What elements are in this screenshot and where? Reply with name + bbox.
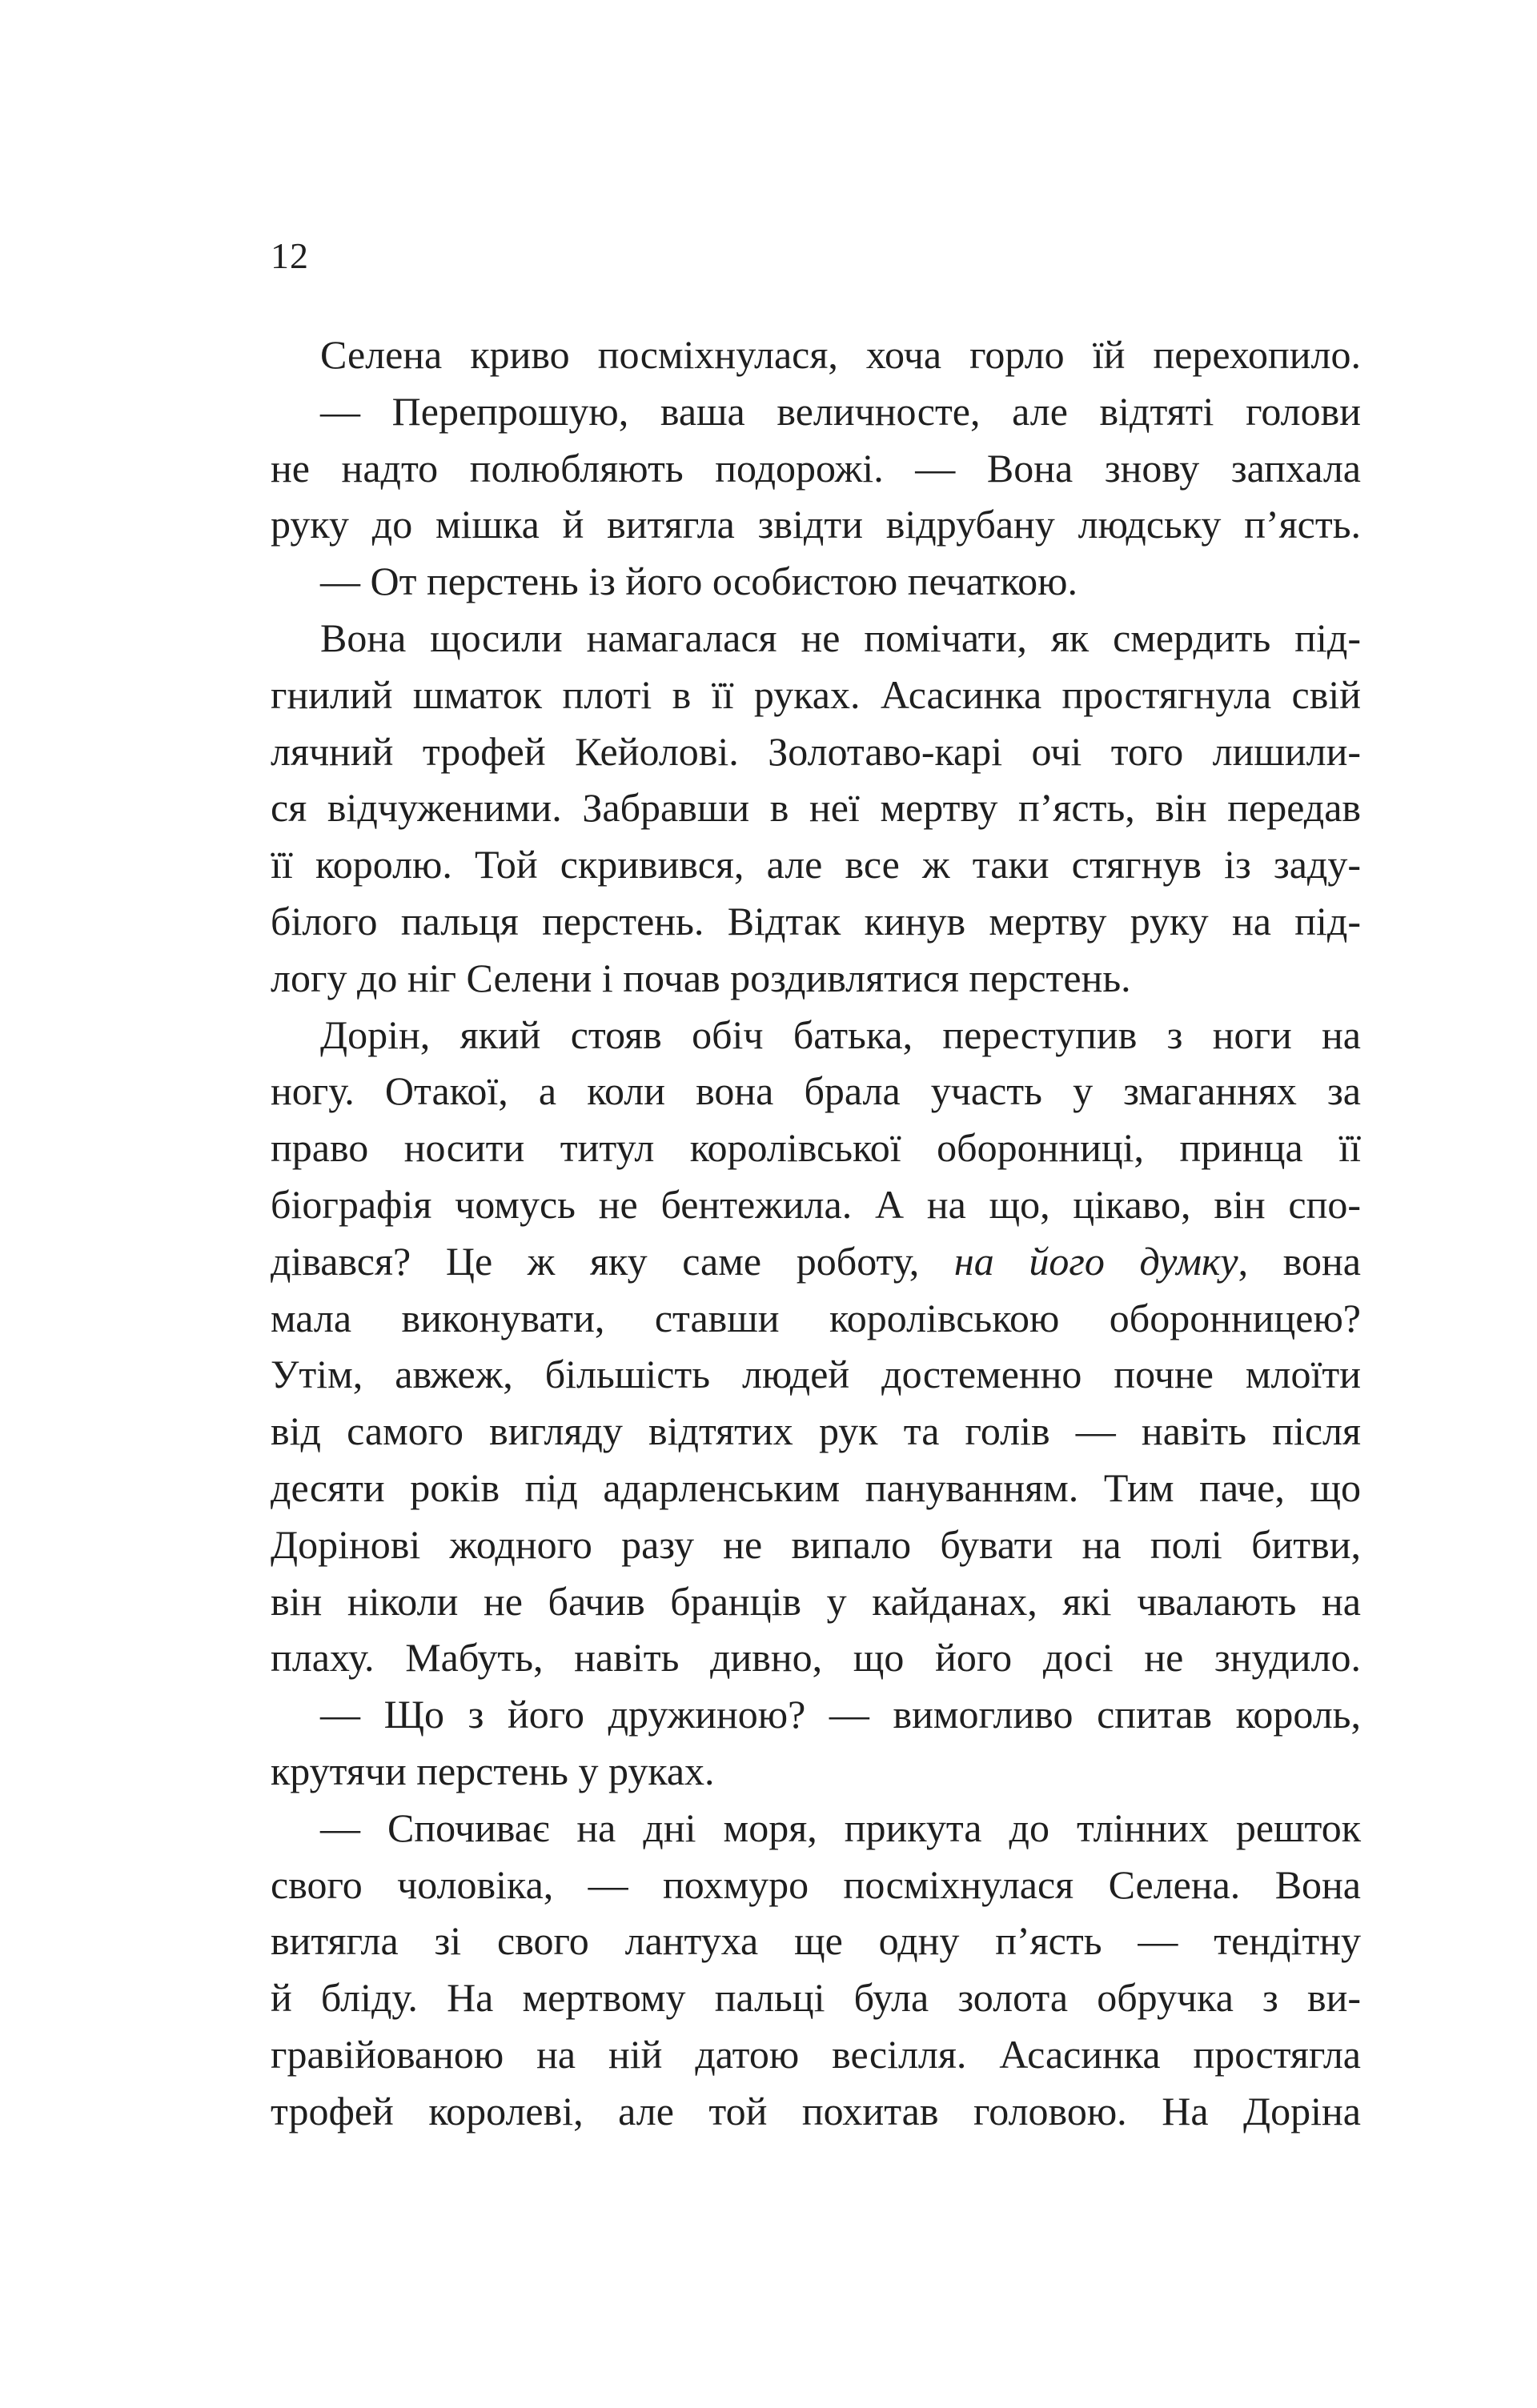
text-line	[271, 1120, 1361, 1176]
text-run: , вона	[1238, 1238, 1361, 1284]
text-run: біографія чомусь не бентежила. А на що, цікаво, він спо-	[271, 1181, 1361, 1227]
text-run: дівався? Це ж яку саме роботу,	[271, 1238, 954, 1284]
text-line	[271, 1290, 1361, 1347]
text-line	[271, 1969, 1361, 2026]
text-line	[271, 1913, 1361, 1969]
text-line	[271, 779, 1361, 836]
text-run: плаху. Мабуть, навіть дивно, що його досі не знудило.	[271, 1635, 1361, 1681]
text-run: мала виконувати, ставши королівською оборонницею?	[271, 1295, 1361, 1340]
text-line	[271, 1517, 1361, 1573]
text-run: руку до мішка й витягла звідти відрубану людську п’ясть.	[271, 502, 1361, 547]
text-line	[271, 1346, 1361, 1403]
text-run: — Спочиває на дні моря, прикута до тлінних решток	[320, 1805, 1361, 1850]
text-line	[271, 2026, 1361, 2083]
text-run: трофей королеві, але той похитав головою. На Доріна	[271, 2088, 1361, 2134]
text-line	[271, 610, 1361, 667]
text-run: крутячи перстень у руках.	[271, 1748, 715, 1793]
text-line	[271, 836, 1361, 893]
text-run: від самого вигляду відтятих рук та голів — навіть після	[271, 1408, 1361, 1454]
text-line	[271, 1403, 1361, 1460]
text-run: логу до ніг Селени і почав роздивлятися перстень.	[271, 955, 1131, 1000]
text-line	[271, 723, 1361, 780]
text-run: право носити титул королівської оборонниці, принца її	[271, 1125, 1361, 1171]
body-text-block	[271, 327, 1361, 2140]
text-run: витягла зі свого лантуха ще одну п’ясть — тендітну	[271, 1918, 1361, 1964]
text-run: Утім, авжеж, більшість людей достеменно почне млоїти	[271, 1352, 1361, 1397]
text-line	[271, 950, 1361, 1007]
text-line	[271, 1857, 1361, 1913]
text-line	[271, 2083, 1361, 2140]
text-line	[271, 553, 1361, 610]
text-run: її королю. Той скривився, але все ж таки стягнув із заду-	[271, 842, 1361, 887]
text-line	[271, 440, 1361, 497]
text-run: білого пальця перстень. Відтак кинув мертву руку на під-	[271, 898, 1361, 944]
italic-phrase: на його думку	[953, 1238, 1238, 1284]
text-line	[271, 893, 1361, 950]
text-line	[271, 1176, 1361, 1233]
text-line	[271, 1007, 1361, 1064]
text-line	[271, 1573, 1361, 1630]
text-run: Селена криво посміхнулася, хоча горло їй перехопило.	[320, 332, 1361, 377]
text-run: й бліду. На мертвому пальці була золота обручка з ви-	[271, 1975, 1361, 2021]
text-line	[271, 667, 1361, 723]
text-run: — От перстень із його особистою печаткою.	[320, 559, 1078, 604]
text-line	[271, 1686, 1361, 1743]
text-run: він ніколи не бачив бранців у кайданах, які чвалають на	[271, 1578, 1361, 1624]
text-run: ся відчуженими. Забравши в неї мертву п’ясть, він передав	[271, 785, 1361, 831]
text-line	[271, 1233, 1361, 1290]
text-line	[271, 1743, 1361, 1800]
text-run: ногу. Отакої, а коли вона брала участь у змаганнях за	[271, 1068, 1361, 1114]
text-line	[271, 1460, 1361, 1517]
text-line	[271, 1629, 1361, 1686]
text-line	[271, 327, 1361, 383]
text-run: свого чоловіка, — похмуро посміхнулася Селена. Вона	[271, 1861, 1361, 1907]
text-line	[271, 1063, 1361, 1120]
text-run: десяти років під адарленським пануванням. Тим паче, що	[271, 1464, 1361, 1510]
text-run: гравійованою на ній датою весілля. Асасинка простягла	[271, 2031, 1361, 2077]
text-line	[271, 383, 1361, 440]
text-run: Вона щосили намагалася не помічати, як смердить під-	[320, 615, 1361, 660]
text-run: — Перепрошую, ваша величносте, але відтяті голови	[320, 388, 1361, 434]
page-number: 12	[271, 235, 309, 276]
text-run: лячний трофей Кейолові. Золотаво-карі очі того лишили-	[271, 728, 1361, 774]
text-run: Дорін, який стояв обіч батька, переступив з ноги на	[320, 1012, 1361, 1057]
text-run: гнилий шматок плоті в її руках. Асасинка простягнула свій	[271, 671, 1361, 717]
text-run: не надто полюбляють подорожі. — Вона знову запхала	[271, 445, 1361, 491]
text-run: — Що з його дружиною? — вимогливо спитав король,	[320, 1692, 1361, 1737]
text-run: Дорінові жодного разу не випало бувати на полі битви,	[271, 1521, 1361, 1567]
text-line	[271, 496, 1361, 553]
text-line	[271, 1800, 1361, 1857]
